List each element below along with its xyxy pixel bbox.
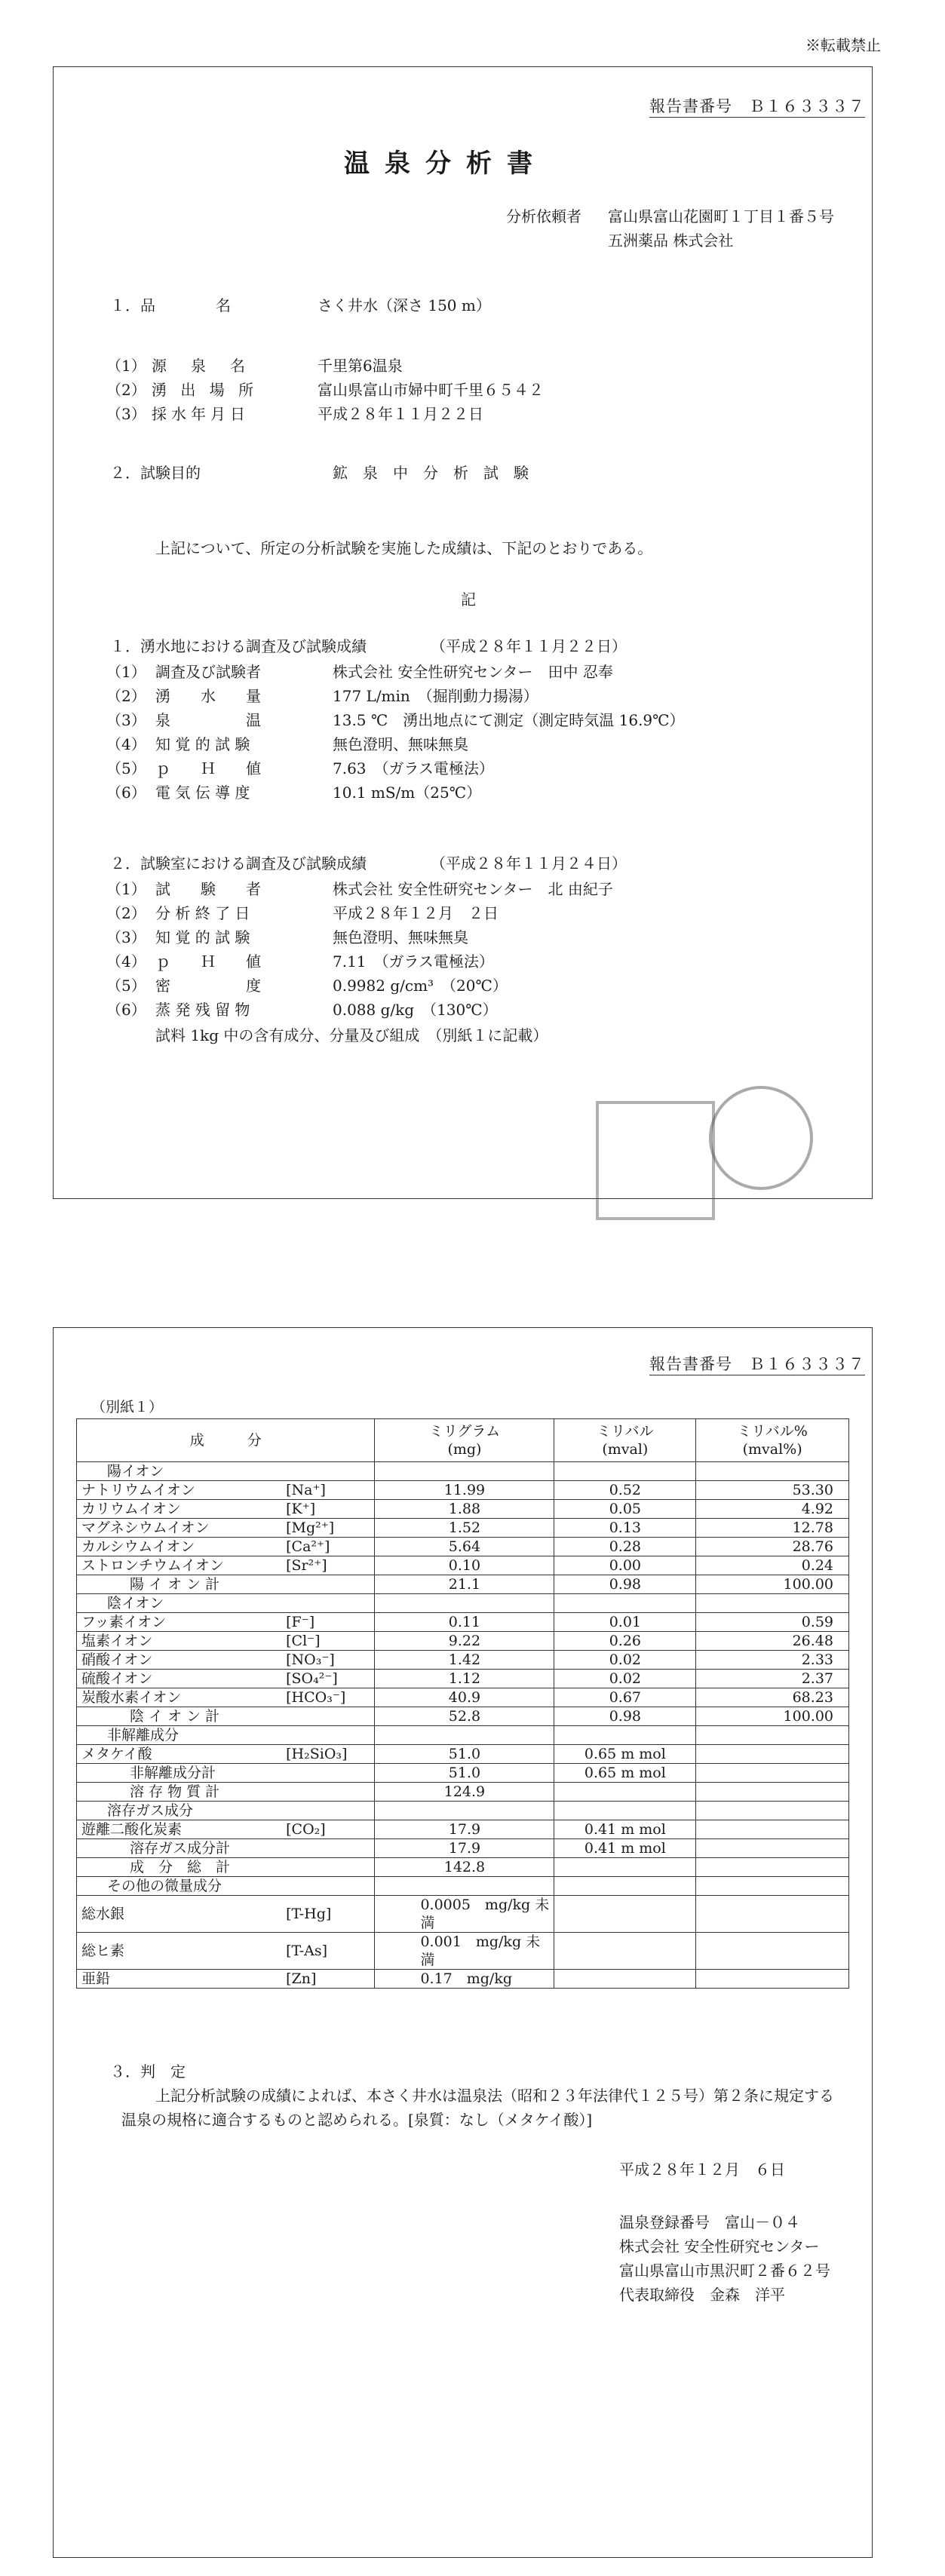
cell-mg: 11.99 [375, 1481, 554, 1500]
cell-pct: 0.59 [696, 1613, 849, 1632]
cell-sym [281, 1802, 375, 1820]
col-mval-unit: (mval) [602, 1441, 649, 1458]
cell-name: 塩素イオン [77, 1632, 282, 1651]
sec1-row-label: 湧 水 量 [155, 687, 261, 705]
cell-mg: 40.9 [375, 1688, 554, 1707]
cell-sym: [SO₄²⁻] [281, 1670, 375, 1688]
cell-pct [696, 1839, 849, 1858]
cell-pct [696, 1462, 849, 1481]
cell-mval [554, 1462, 696, 1481]
cell-mval: 0.05 [554, 1500, 696, 1519]
table-row [77, 1613, 849, 1632]
sec1-date: （平成２８年１１月２２日） [431, 637, 627, 655]
sec2-row-value: 平成２８年１２月 ２日 [333, 904, 499, 922]
cell-mg [375, 1726, 554, 1745]
sec2-row-num: （6） [106, 1001, 146, 1019]
cell-mg: 21.1 [375, 1575, 554, 1594]
cell-mval: 0.02 [554, 1670, 696, 1688]
report-number: 報告書番号 Ｂ１６３３３７ [649, 94, 865, 117]
table-row [77, 1858, 849, 1877]
cell-pct [696, 1877, 849, 1896]
table-row [77, 1933, 849, 1970]
source-row-num: （1） [106, 357, 146, 375]
cell-mg: 1.42 [375, 1651, 554, 1670]
cell-name: 亜鉛 [77, 1970, 282, 1989]
cell-sym [281, 1877, 375, 1896]
cell-pct [696, 1726, 849, 1745]
appendix-label: （別紙１） [91, 1399, 164, 1415]
col-pct [696, 1419, 849, 1462]
cell-mval [554, 1877, 696, 1896]
cell-mg: 1.52 [375, 1519, 554, 1538]
cell-name: カリウムイオン [77, 1500, 282, 1519]
table-row [77, 1594, 849, 1613]
cell-sym [281, 1707, 375, 1726]
table-row [77, 1707, 849, 1726]
sec1-row-label: 知 覚 的 試 験 [155, 735, 250, 753]
table-row [77, 1481, 849, 1500]
item-product-label: １．品 名 [110, 296, 231, 314]
sec2-row-label: 分 析 終 了 日 [155, 904, 250, 922]
sec1-row-num: （6） [106, 784, 146, 802]
ki-mark: 記 [461, 590, 476, 609]
cell-mg: 0.001 mg/kg 未満 [375, 1933, 554, 1970]
cell-sym [281, 1839, 375, 1858]
cell-pct: 26.48 [696, 1632, 849, 1651]
cell-pct: 2.37 [696, 1670, 849, 1688]
cell-mval: 0.01 [554, 1613, 696, 1632]
table-row [77, 1726, 849, 1745]
sec1-row-value: 10.1 mS/m（25℃） [333, 784, 482, 802]
cell-mval [554, 1858, 696, 1877]
cell-mval [554, 1594, 696, 1613]
sec2-row-value: 7.11 （ガラス電極法） [333, 952, 494, 971]
cell-sym: [Sr²⁺] [281, 1556, 375, 1575]
cell-pct: 53.30 [696, 1481, 849, 1500]
source-row-value: 平成２８年１１月２２日 [318, 405, 483, 423]
col-pct-label: ミリバル% [737, 1423, 808, 1440]
table-row [77, 1538, 849, 1556]
cell-pct [696, 1896, 849, 1933]
cell-mg: 17.9 [375, 1820, 554, 1839]
judgement-title: ３．判 定 [110, 2062, 186, 2081]
cell-pct: 4.92 [696, 1500, 849, 1519]
cell-name: カルシウムイオン [77, 1538, 282, 1556]
cell-sym [281, 1783, 375, 1802]
cell-mval: 0.02 [554, 1651, 696, 1670]
col-mg-label: ミリグラム [428, 1423, 501, 1440]
cell-pct: 28.76 [696, 1538, 849, 1556]
table-row [77, 1651, 849, 1670]
table-row [77, 1783, 849, 1802]
sec1-row-label: 調査及び試験者 [155, 663, 261, 681]
table-row [77, 1896, 849, 1933]
cell-mval: 0.26 [554, 1632, 696, 1651]
cell-mval: 0.41 m mol [554, 1820, 696, 1839]
cell-mg: 51.0 [375, 1764, 554, 1783]
sec2-row-value: 無色澄明、無味無臭 [333, 928, 468, 946]
cell-mval: 0.28 [554, 1538, 696, 1556]
sec2-row-value: 0.088 g/kg （130℃） [333, 1001, 498, 1019]
square-seal-stamp [596, 1101, 715, 1220]
report-page-2 [53, 1327, 873, 2558]
cell-name: メタケイ酸 [77, 1745, 282, 1764]
cell-name: 硫酸イオン [77, 1670, 282, 1688]
company-address: 富山県富山市黒沢町２番６２号 [619, 2262, 830, 2280]
cell-name: 遊離二酸化炭素 [77, 1820, 282, 1839]
cell-sym: [K⁺] [281, 1500, 375, 1519]
sec2-row-num: （2） [106, 904, 146, 922]
cell-mval [554, 1933, 696, 1970]
sec1-row-label: ｐ Ｈ 値 [155, 759, 261, 777]
cell-mval [554, 1783, 696, 1802]
notice-no-reprint: ※転載禁止 [805, 36, 881, 54]
cell-mval [554, 1802, 696, 1820]
sec2-row-num: （4） [106, 952, 146, 971]
col-pct-unit: (mval%) [742, 1441, 802, 1458]
source-row-label: 湧 出 場 所 [152, 381, 259, 399]
cell-mg [375, 1802, 554, 1820]
cell-pct [696, 1745, 849, 1764]
cell-name: 非解離成分計 [77, 1764, 282, 1783]
cell-sym: [H₂SiO₃] [281, 1745, 375, 1764]
table-row [77, 1556, 849, 1575]
cell-pct: 0.24 [696, 1556, 849, 1575]
cell-sym [281, 1764, 375, 1783]
cell-mg: 1.88 [375, 1500, 554, 1519]
cell-sym: [Ca²⁺] [281, 1538, 375, 1556]
cell-pct [696, 1820, 849, 1839]
sec1-row-value: 177 L/min （掘削動力揚湯） [333, 687, 538, 705]
cell-mg: 51.0 [375, 1745, 554, 1764]
sec1-row-value: 無色澄明、無味無臭 [333, 735, 468, 753]
issue-date: 平成２８年１２月 ６日 [619, 2160, 785, 2179]
col-component: 成 分 [77, 1419, 375, 1462]
cell-name: フッ素イオン [77, 1613, 282, 1632]
round-seal-stamp [709, 1086, 813, 1190]
cell-mval [554, 1896, 696, 1933]
judgement-line-1: 上記分析試験の成績によれば、本さく井水は温泉法（昭和２３年法律代１２５号）第２条に規定する [155, 2087, 834, 2105]
table-row [77, 1970, 849, 1989]
cell-pct [696, 1783, 849, 1802]
cell-pct [696, 1802, 849, 1820]
item-purpose-value: 鉱 泉 中 分 析 試 験 [333, 464, 529, 482]
table-row [77, 1575, 849, 1594]
cell-mg: 1.12 [375, 1670, 554, 1688]
sec2-row-value: 0.9982 g/cm³ （20℃） [333, 977, 508, 995]
cell-name: 溶存ガス成分計 [77, 1839, 282, 1858]
sec2-row-label: 知 覚 的 試 験 [155, 928, 250, 946]
page-title: 温泉分析書 [344, 149, 548, 179]
cell-sym: [Mg²⁺] [281, 1519, 375, 1538]
table-row [77, 1839, 849, 1858]
cell-mg: 0.0005 mg/kg 未満 [375, 1896, 554, 1933]
source-row-num: （3） [106, 405, 146, 423]
cell-sym [281, 1462, 375, 1481]
cell-mval [554, 1726, 696, 1745]
item-purpose-label: ２．試験目的 [110, 464, 201, 482]
cell-mval: 0.00 [554, 1556, 696, 1575]
representative: 代表取締役 金森 洋平 [619, 2286, 785, 2304]
cell-mval [554, 1970, 696, 1989]
cell-mval: 0.41 m mol [554, 1839, 696, 1858]
cell-sym: [CO₂] [281, 1820, 375, 1839]
cell-mg [375, 1877, 554, 1896]
sec1-row-label: 泉 温 [155, 711, 261, 729]
judgement-line-2: 温泉の規格に適合するものと認められる。[泉質：なし（メタケイ酸）] [121, 2111, 593, 2129]
requester-address: 富山県富山花園町１丁目１番５号 [608, 207, 834, 225]
cell-name: 非解離成分 [77, 1726, 282, 1745]
cell-mval: 0.67 [554, 1688, 696, 1707]
cell-pct [696, 1933, 849, 1970]
cell-mval: 0.52 [554, 1481, 696, 1500]
cell-mval: 0.65 m mol [554, 1745, 696, 1764]
requester-name: 五洲薬品 株式会社 [608, 232, 734, 250]
cell-name: マグネシウムイオン [77, 1519, 282, 1538]
sec1-row-value: 13.5 ℃ 湧出地点にて測定（測定時気温 16.9℃） [333, 711, 685, 729]
cell-pct [696, 1858, 849, 1877]
cell-name: 硝酸イオン [77, 1651, 282, 1670]
cell-sym: [T-Hg] [281, 1896, 375, 1933]
cell-name: ナトリウムイオン [77, 1481, 282, 1500]
sec1-row-num: （2） [106, 687, 146, 705]
sec2-date: （平成２８年１１月２４日） [431, 854, 627, 872]
cell-name: その他の微量成分 [77, 1877, 282, 1896]
cell-mval: 0.98 [554, 1707, 696, 1726]
cell-pct: 12.78 [696, 1519, 849, 1538]
table-row [77, 1670, 849, 1688]
cell-mg: 9.22 [375, 1632, 554, 1651]
cell-pct: 68.23 [696, 1688, 849, 1707]
cell-sym: [Cl⁻] [281, 1632, 375, 1651]
cell-pct: 100.00 [696, 1707, 849, 1726]
registry-number: 温泉登録番号 富山－０４ [619, 2213, 800, 2231]
sec1-row-num: （3） [106, 711, 146, 729]
cell-sym [281, 1575, 375, 1594]
cell-sym: [F⁻] [281, 1613, 375, 1632]
cell-mg: 17.9 [375, 1839, 554, 1858]
report-number-2: 報告書番号 Ｂ１６３３３７ [649, 1352, 865, 1375]
col-mval-label: ミリバル [597, 1423, 654, 1440]
sec1-row-label: 電 気 伝 導 度 [155, 784, 250, 802]
sec1-title: １．湧水地における調査及び試験成績 [110, 637, 367, 655]
source-row-value: 千里第6温泉 [318, 357, 403, 375]
sec2-row-label: 密 度 [155, 977, 261, 995]
cell-sym: [Zn] [281, 1970, 375, 1989]
col-mg-unit: (mg) [447, 1441, 482, 1458]
sec2-row-label: 試 験 者 [155, 880, 261, 898]
cell-name: 炭酸水素イオン [77, 1688, 282, 1707]
cell-mg: 124.9 [375, 1783, 554, 1802]
cell-mval: 0.65 m mol [554, 1764, 696, 1783]
table-row [77, 1802, 849, 1820]
cell-mg [375, 1462, 554, 1481]
cell-name: 陽 イ オ ン 計 [77, 1575, 282, 1594]
cell-mg: 5.64 [375, 1538, 554, 1556]
cell-name: 成 分 総 計 [77, 1858, 282, 1877]
cell-sym [281, 1594, 375, 1613]
table-row [77, 1745, 849, 1764]
cell-name: 陰 イ オ ン 計 [77, 1707, 282, 1726]
cell-pct: 100.00 [696, 1575, 849, 1594]
statement: 上記について、所定の分析試験を実施した成績は、下記のとおりである。 [155, 539, 653, 557]
table-header-row [77, 1419, 849, 1462]
sec2-row-num: （5） [106, 977, 146, 995]
table-row [77, 1519, 849, 1538]
sec2-row-num: （3） [106, 928, 146, 946]
cell-name: 総ヒ素 [77, 1933, 282, 1970]
cell-name: 陰イオン [77, 1594, 282, 1613]
cell-mg: 0.10 [375, 1556, 554, 1575]
table-row [77, 1764, 849, 1783]
requester-label: 分析依頼者 [506, 207, 581, 225]
item-product-value: さく井水（深さ 150 m） [318, 296, 491, 314]
cell-sym: [NO₃⁻] [281, 1651, 375, 1670]
table-row [77, 1500, 849, 1519]
component-table [76, 1418, 849, 1989]
sec1-row-value: 7.63 （ガラス電極法） [333, 759, 494, 777]
cell-mg [375, 1594, 554, 1613]
cell-name: 溶存ガス成分 [77, 1802, 282, 1820]
sec2-row-label: ｐ Ｈ 値 [155, 952, 261, 971]
source-row-label: 採水年月日 [152, 405, 250, 423]
report-page-1 [53, 66, 873, 1199]
sec2-row-num: （1） [106, 880, 146, 898]
cell-pct [696, 1594, 849, 1613]
sec2-row-value: 株式会社 安全性研究センター 北 由紀子 [333, 880, 613, 898]
table-row [77, 1688, 849, 1707]
table-row [77, 1877, 849, 1896]
cell-name: ストロンチウムイオン [77, 1556, 282, 1575]
col-mg [375, 1419, 554, 1462]
company-name: 株式会社 安全性研究センター [619, 2237, 820, 2256]
cell-mval: 0.98 [554, 1575, 696, 1594]
cell-sym: [HCO₃⁻] [281, 1688, 375, 1707]
cell-name: 溶 存 物 質 計 [77, 1783, 282, 1802]
cell-mval: 0.13 [554, 1519, 696, 1538]
source-row-num: （2） [106, 381, 146, 399]
cell-pct [696, 1970, 849, 1989]
source-row-value: 富山県富山市婦中町千里６５４２ [318, 381, 544, 399]
cell-mg: 142.8 [375, 1858, 554, 1877]
cell-sym: [T-As] [281, 1933, 375, 1970]
cell-pct [696, 1764, 849, 1783]
col-mval [554, 1419, 696, 1462]
cell-mg: 0.17 mg/kg [375, 1970, 554, 1989]
cell-pct: 2.33 [696, 1651, 849, 1670]
sec2-title: ２．試験室における調査及び試験成績 [110, 854, 367, 872]
sec1-row-value: 株式会社 安全性研究センター 田中 忍奉 [333, 663, 613, 681]
cell-sym [281, 1858, 375, 1877]
cell-sym: [Na⁺] [281, 1481, 375, 1500]
cell-mg: 52.8 [375, 1707, 554, 1726]
cell-name: 総水銀 [77, 1896, 282, 1933]
sec1-row-num: （4） [106, 735, 146, 753]
cell-sym [281, 1726, 375, 1745]
table-row [77, 1462, 849, 1481]
sec1-row-num: （5） [106, 759, 146, 777]
source-row-label: 源 泉 名 [152, 357, 250, 375]
table-row [77, 1632, 849, 1651]
sec2-row-label: 蒸 発 残 留 物 [155, 1001, 250, 1019]
sec2-note: 試料 1kg 中の含有成分、分量及び組成 （別紙１に記載） [155, 1026, 548, 1044]
table-row [77, 1820, 849, 1839]
sec1-row-num: （1） [106, 663, 146, 681]
cell-mg: 0.11 [375, 1613, 554, 1632]
cell-name: 陽イオン [77, 1462, 282, 1481]
